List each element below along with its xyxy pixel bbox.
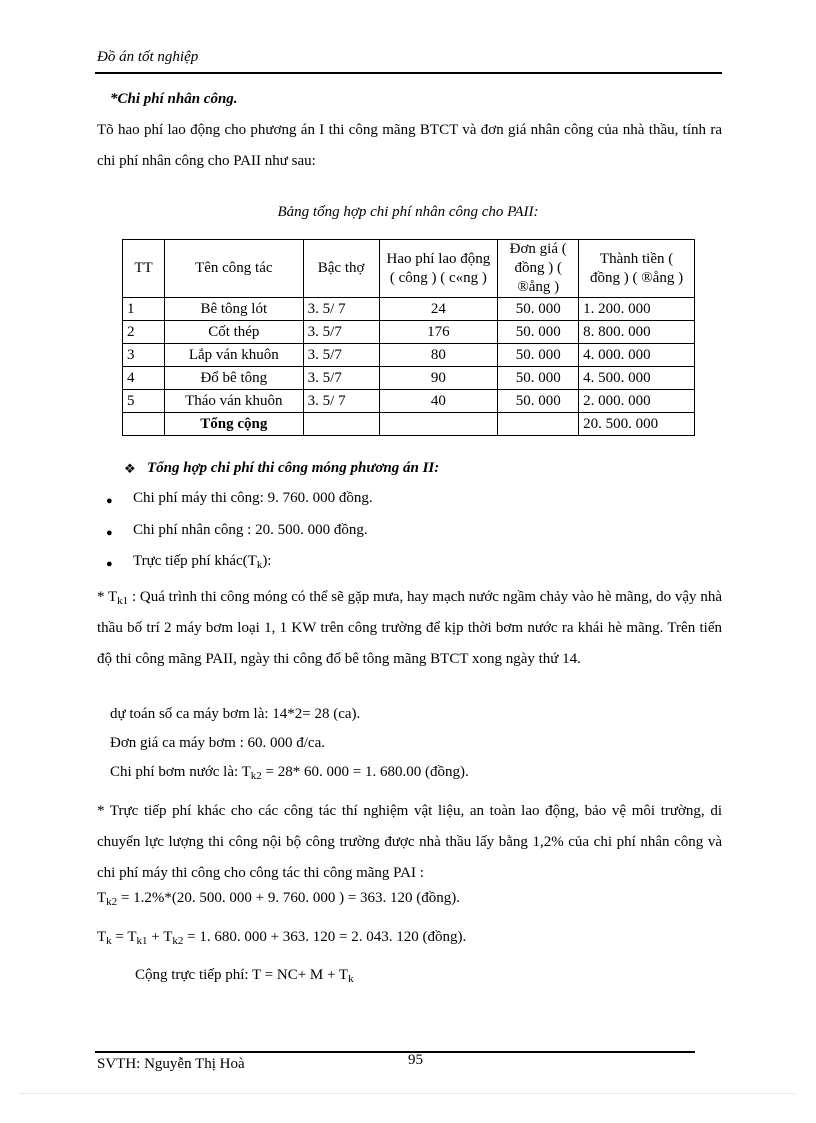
cell-grade: 3. 5/ 7 [303,298,379,321]
footer-author: SVTH: Nguyễn Thị Hoà [97,1056,245,1072]
cell-labor: 40 [379,390,498,413]
estimate-line-2: Đơn giá ca máy bơm : 60. 000 đ/ca. [110,735,325,751]
cell-tt: 4 [123,367,165,390]
cell-grade: 3. 5/7 [303,344,379,367]
col-header-unit-price: Đơn giá ( đồng ) ( ®ång ) [498,240,579,298]
table-row [123,367,695,390]
cell-task: Tháo ván khuôn [164,390,303,413]
cell-labor: 24 [379,298,498,321]
bullet-machine-cost: Chi phí máy thi công: 9. 760. 000 đồng. [133,490,373,506]
footer-rule [95,1051,695,1053]
table-row [123,390,695,413]
cell-labor: 90 [379,367,498,390]
cell-empty [123,413,165,436]
cell-labor: 80 [379,344,498,367]
cell-labor: 176 [379,321,498,344]
tk1-paragraph: * $T_{k1}$ : Quá trình thi công móng có thể sẽ gặp mưa, hay mạch nước ngầm chảy vào hè mãng, do vậy nhà thầu bố trí 2 máy bơm loại 1, 1 KW trên công trường để kịp thời bơm nước ra khái hè mãng. Trên tiến độ thi công mãng PAII, ngày thi công đổ bê tông mãng BTCT xong ngày thứ 14. [97,589,722,667]
bullet-labor-cost: Chi phí nhân công : 20. 500. 000 đồng. [133,522,368,538]
cell-amount: 4. 500. 000 [579,367,695,390]
cell-amount: 2. 000. 000 [579,390,695,413]
col-header-amount: Thành tiền ( đồng ) ( ®ång ) [579,240,695,298]
cell-amount: 4. 000. 000 [579,344,695,367]
cell-task: Cốt thép [164,321,303,344]
col-header-task: Tên công tác [164,240,303,298]
summary-title: Tổng hợp chi phí thi công móng phương án II: [147,460,440,476]
page-number: 95 [408,1052,423,1068]
cell-empty [498,413,579,436]
section-title: *Chi phí nhân công. [110,91,238,107]
bullet-icon: ● [106,558,113,570]
cell-tt: 1 [123,298,165,321]
table-total-row [123,413,695,436]
cell-tt: 2 [123,321,165,344]
cell-unit-price: 50. 000 [498,344,579,367]
cell-empty [379,413,498,436]
bullet-other-direct: Trực tiếp phí $khác(T_k)$: [133,553,272,571]
total-label: Tổng cộng [164,413,303,436]
cell-grade: 3. 5/ 7 [303,390,379,413]
cell-grade: 3. 5/7 [303,367,379,390]
labor-cost-table [122,239,695,436]
diamond-bullet-icon: ❖ [124,461,136,476]
bullet-icon: ● [106,527,113,539]
cell-task: Lắp ván khuôn [164,344,303,367]
table-row [123,344,695,367]
tk-total-formula: $T_k = T_{k1} + T_{k2} = 1$. 680. 000 + 363. 120 = 2. 043. 120 (đồng). [97,929,467,947]
table-row [123,321,695,344]
estimate-line-1: dự toán số ca máy bơm là: 14*2= 28 (ca). [110,706,361,722]
cell-amount: 1. 200. 000 [579,298,695,321]
col-header-grade: Bậc thợ [303,240,379,298]
estimate-line-3: Chi phí bơm nước là: $T_{k2} = 28*$ 60. 000 = 1. 680.00 (đồng). [110,764,469,782]
cell-unit-price: 50. 000 [498,367,579,390]
cell-unit-price: 50. 000 [498,390,579,413]
direct-cost-formula: Cộng trực tiếp phí: $T = NC+ M + T_k$ [135,967,354,985]
table-row [123,298,695,321]
table-header-row [123,240,695,298]
cell-unit-price: 50. 000 [498,298,579,321]
cell-task: Bê tông lót [164,298,303,321]
total-value: 20. 500. 000 [579,413,695,436]
header-rule [95,72,722,74]
cell-amount: 8. 800. 000 [579,321,695,344]
header-title: Đồ án tốt nghiệp [97,49,199,65]
tk2-formula: $T_{k2} = 1.2\%*(20$. 500. 000 + 9. 760. 000 ) = 363. 120 (đồng). [97,890,461,908]
intro-paragraph: Tõ hao phí lao động cho phương án I thi công mãng BTCT và đơn giá nhân công của nhà thầu, tính ra chi phí nhân công cho PAII như sau: [97,122,722,169]
cell-tt: 5 [123,390,165,413]
cell-tt: 3 [123,344,165,367]
cell-task: Đổ bê tông [164,367,303,390]
cell-unit-price: 50. 000 [498,321,579,344]
other-direct-paragraph: * Trực tiếp phí khác cho các công tác thí nghiệm vật liệu, an toàn lao động, bảo vệ môi trường, di chuyển lực lượng thi công nội bộ công trường được nhà thầu lấy bằng 1,2% của chi phí nhân công và chi phí máy thi công cho công tác thi công mãng PAI : [97,803,722,881]
cell-empty [303,413,379,436]
bullet-icon: ● [106,495,113,507]
cell-grade: 3. 5/7 [303,321,379,344]
table-caption: Bảng tổng hợp chi phí nhân công cho PAII: [277,204,539,220]
col-header-labor: Hao phí lao động ( công ) ( c«ng ) [379,240,498,298]
page-edge-divider [20,1093,796,1094]
col-header-tt: TT [123,240,165,298]
